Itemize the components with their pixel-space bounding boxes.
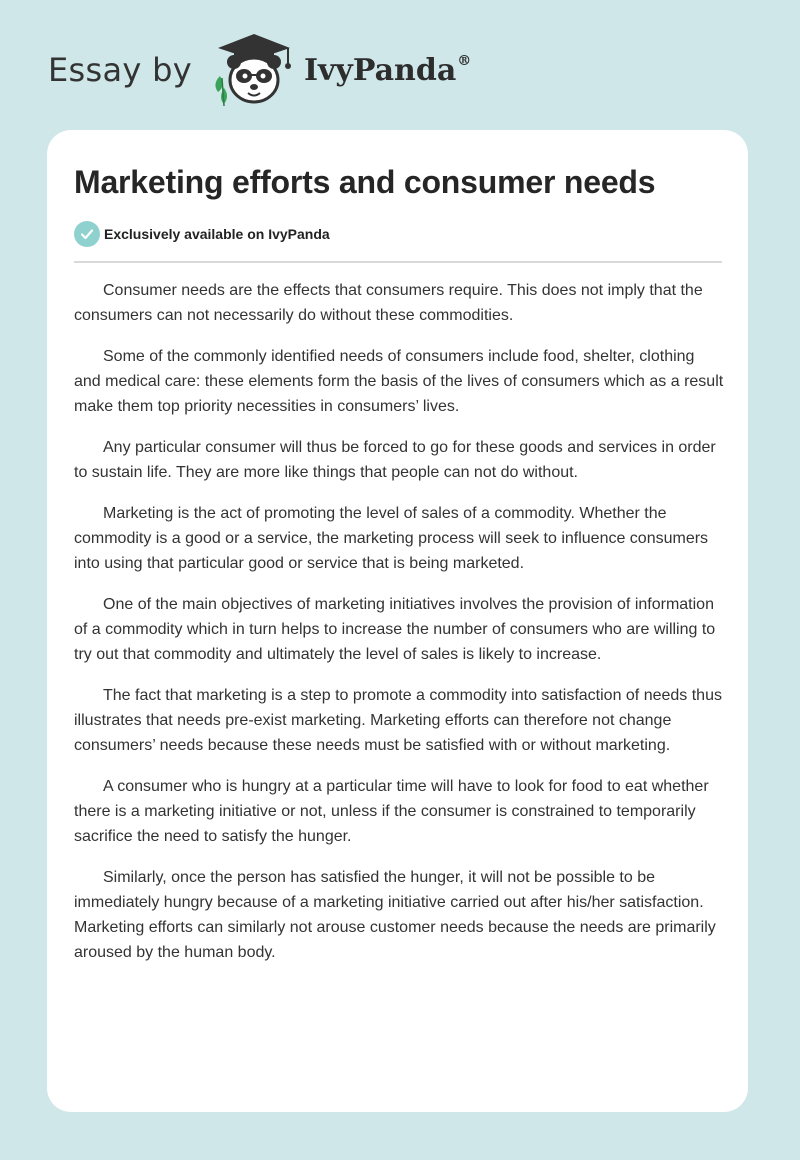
essay-by-label: Essay by bbox=[48, 51, 192, 89]
paragraph: The fact that marketing is a step to promote a commodity into satisfaction of needs thus illustrates that needs pre-exist marketing. Marketing efforts can therefore not change consumers’ needs because these needs must be satisfied with or without marketing. bbox=[74, 687, 722, 754]
check-circle-icon bbox=[74, 221, 100, 247]
essay-body bbox=[74, 278, 724, 981]
brand-name[interactable] bbox=[304, 53, 471, 88]
essay-card bbox=[47, 130, 748, 1112]
registered-mark: ® bbox=[457, 52, 472, 69]
paragraph: Similarly, once the person has satisfied the hunger, it will not be possible to be immediately hungry because of a marketing initiative carried out after his/her satisfaction. Marketing efforts can similarly not arouse customer needs because the needs are primarily aroused by the human body. bbox=[74, 869, 716, 961]
paragraph: A consumer who is hungry at a particular time will have to look for food to eat whether there is a marketing initiative or not, unless if the consumer is constrained to temporarily sacrifice the need to satisfy the hunger. bbox=[74, 778, 709, 845]
paragraph: Some of the commonly identified needs of consumers include food, shelter, clothing and medical care: these elements form the basis of the lives of consumers which as a result make them top priority necessities in consumers’ lives. bbox=[74, 348, 724, 415]
paragraph: Consumer needs are the effects that consumers require. This does not imply that the consumers can not necessarily do without these commodities. bbox=[74, 282, 703, 324]
brand-text: IvyPanda bbox=[303, 52, 457, 88]
panda-graduate-icon bbox=[208, 30, 300, 110]
title-divider bbox=[74, 261, 722, 263]
page-title: Marketing efforts and consumer needs bbox=[74, 164, 656, 200]
paragraph: Marketing is the act of promoting the level of sales of a commodity. Whether the commodity is a good or a service, the marketing process will seek to influence consumers into using that particular good or service that is being marketed. bbox=[74, 505, 709, 572]
paragraph: Any particular consumer will thus be forced to go for these goods and services in order to sustain life. They are more like things that people can not do without. bbox=[74, 439, 716, 481]
paragraph: One of the main objectives of marketing initiatives involves the provision of information of a commodity which in turn helps to increase the number of consumers who are willing to try out that commodity and ultimately the level of sales is likely to increase. bbox=[74, 596, 716, 663]
exclusive-badge-label: Exclusively available on IvyPanda bbox=[104, 226, 330, 242]
site-header bbox=[48, 30, 471, 110]
exclusive-badge bbox=[74, 221, 330, 247]
